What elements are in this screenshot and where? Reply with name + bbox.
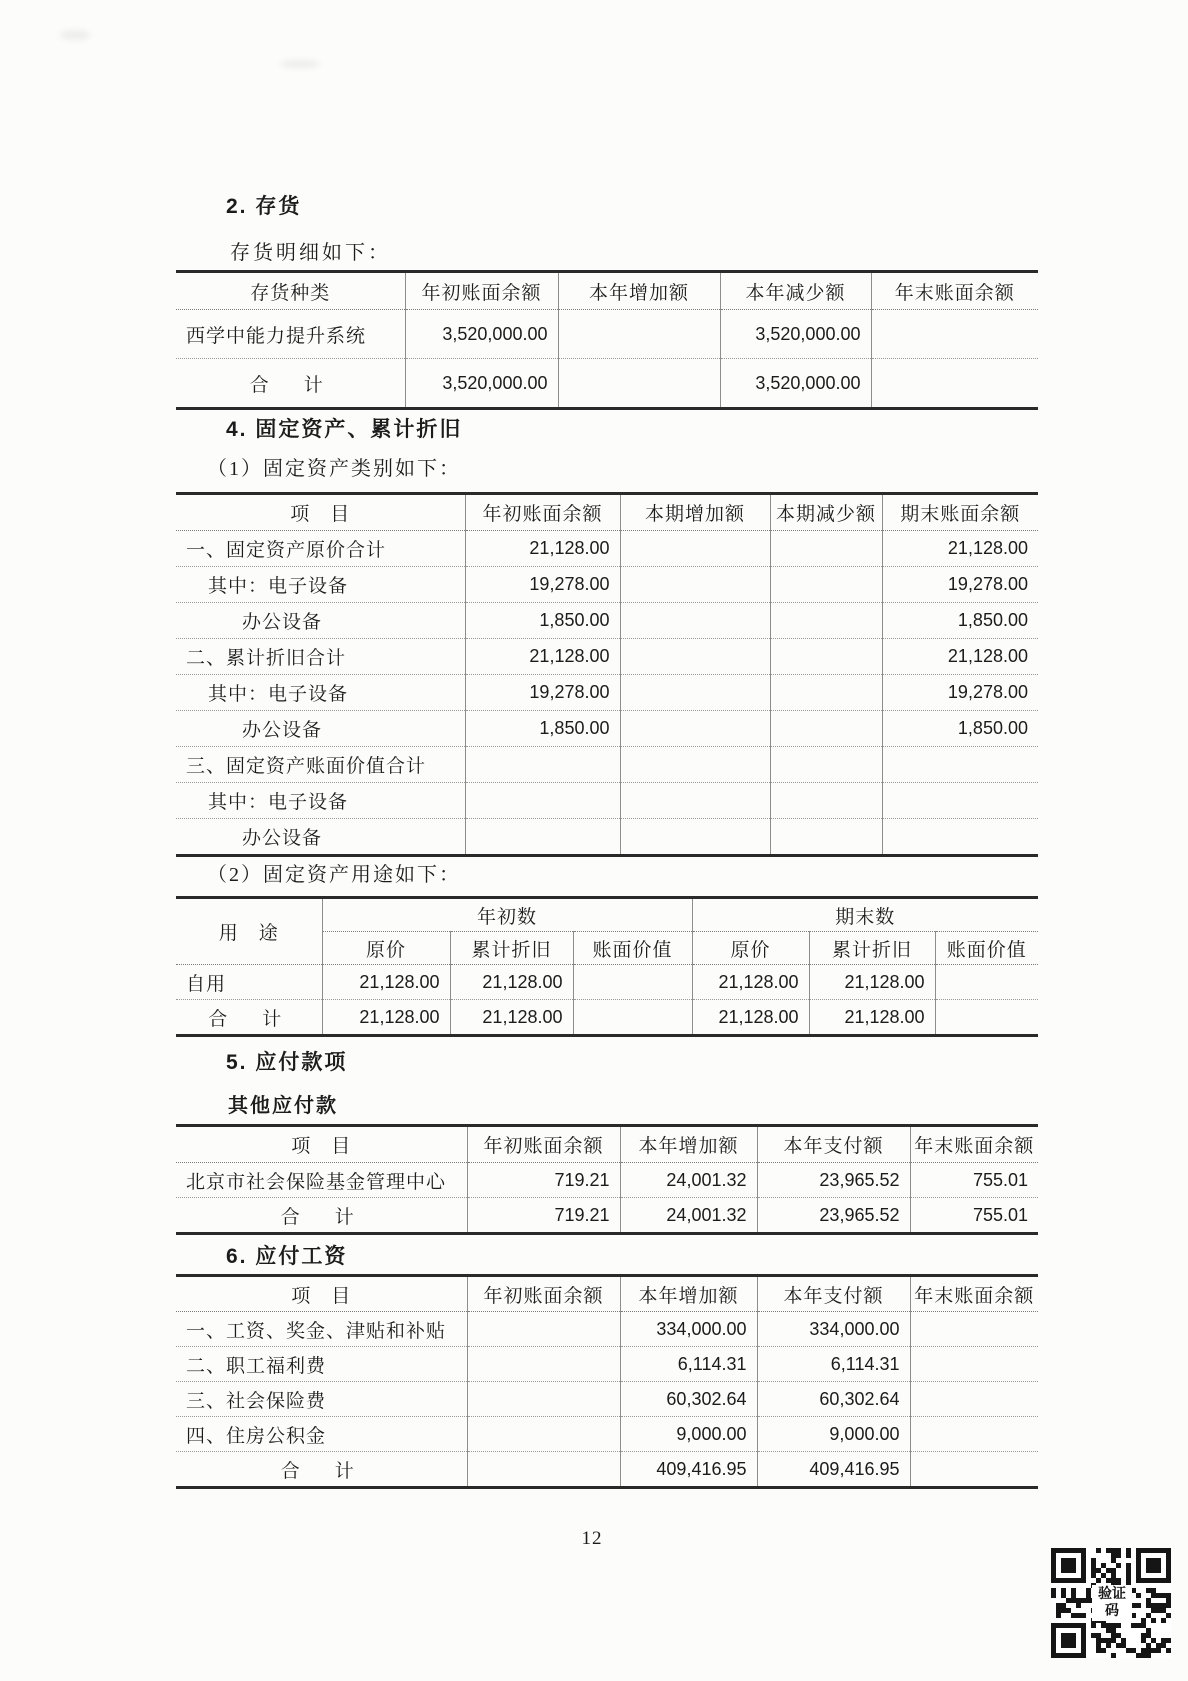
column-header: 账面价值 [935, 932, 1038, 965]
value-cell: 755.01 [910, 1198, 1038, 1234]
value-cell [620, 567, 770, 603]
value-cell: 21,128.00 [809, 965, 935, 1000]
value-cell: 21,128.00 [809, 1000, 935, 1036]
fixed-asset-usage-table [176, 896, 1038, 1037]
value-cell [871, 310, 1038, 359]
value-cell: 1,850.00 [465, 711, 620, 747]
column-header: 用 途 [176, 898, 322, 965]
row-label: 办公设备 [176, 603, 465, 639]
scan-artifact [60, 30, 90, 40]
table-row [176, 819, 1038, 856]
value-cell [910, 1312, 1038, 1347]
table-row [176, 359, 1038, 409]
column-header: 项 目 [176, 494, 465, 531]
value-cell: 3,520,000.00 [720, 310, 871, 359]
value-cell [620, 747, 770, 783]
value-cell: 719.21 [467, 1163, 620, 1198]
value-cell [465, 747, 620, 783]
value-cell [770, 819, 882, 856]
column-header: 年初账面余额 [467, 1126, 620, 1163]
value-cell [770, 783, 882, 819]
column-header: 期末数 [692, 898, 1038, 932]
column-header: 年初账面余额 [405, 272, 558, 310]
wages-payable-table [176, 1274, 1038, 1489]
value-cell [770, 567, 882, 603]
value-cell [558, 359, 720, 409]
value-cell: 19,278.00 [882, 567, 1038, 603]
value-cell: 23,965.52 [757, 1163, 910, 1198]
value-cell: 21,128.00 [450, 1000, 573, 1036]
table-row [176, 531, 1038, 567]
value-cell: 60,302.64 [757, 1382, 910, 1417]
value-cell [558, 310, 720, 359]
row-label: 合 计 [208, 1008, 290, 1030]
page-number: 12 [581, 1528, 603, 1549]
table-row [176, 1382, 1038, 1417]
value-cell: 1,850.00 [882, 711, 1038, 747]
column-header: 累计折旧 [809, 932, 935, 965]
other-payables-subtitle: 其他应付款 [228, 1095, 338, 1117]
row-label: 三、社会保险费 [176, 1382, 467, 1417]
value-cell [620, 531, 770, 567]
column-header: 本年增加额 [620, 1276, 757, 1312]
column-header: 本期增加额 [620, 494, 770, 531]
value-cell: 3,520,000.00 [720, 359, 871, 409]
column-header: 累计折旧 [450, 932, 573, 965]
column-header: 本年支付额 [757, 1276, 910, 1312]
value-cell: 23,965.52 [757, 1198, 910, 1234]
value-cell: 334,000.00 [757, 1312, 910, 1347]
column-header: 年初数 [322, 898, 692, 932]
section-wages-title: 6. 应付工资 [226, 1245, 348, 1268]
row-label: 办公设备 [242, 828, 323, 849]
value-cell: 755.01 [910, 1163, 1038, 1198]
table-row [176, 1198, 1038, 1234]
value-cell: 24,001.32 [620, 1198, 757, 1234]
value-cell [910, 1452, 1038, 1488]
value-cell [620, 675, 770, 711]
column-header: 本年减少额 [720, 272, 871, 310]
value-cell [935, 965, 1038, 1000]
value-cell: 6,114.31 [620, 1347, 757, 1382]
verification-qr-code [1051, 1548, 1171, 1660]
section-inventory-title: 2. 存货 [226, 195, 302, 218]
column-header: 本期减少额 [770, 494, 882, 531]
value-cell: 409,416.95 [620, 1452, 757, 1488]
value-cell: 60,302.64 [620, 1382, 757, 1417]
column-header: 期末账面余额 [882, 494, 1038, 531]
column-header: 项 目 [176, 1276, 467, 1312]
value-cell [620, 639, 770, 675]
row-label: 一、固定资产原价合计 [176, 531, 465, 567]
table-row [176, 1347, 1038, 1382]
value-cell: 21,128.00 [450, 965, 573, 1000]
table-row [176, 675, 1038, 711]
table-row [176, 1163, 1038, 1198]
value-cell [465, 819, 620, 856]
value-cell [620, 711, 770, 747]
value-cell [465, 783, 620, 819]
value-cell [620, 603, 770, 639]
table-row [176, 747, 1038, 783]
row-label: 合 计 [280, 1206, 362, 1228]
row-label: 合 计 [249, 374, 331, 396]
column-header: 原价 [322, 932, 450, 965]
row-label: 二、累计折旧合计 [176, 639, 465, 675]
value-cell: 24,001.32 [620, 1163, 757, 1198]
table-row [176, 965, 1038, 1000]
table-row [176, 1417, 1038, 1452]
value-cell [573, 965, 692, 1000]
value-cell: 1,850.00 [882, 603, 1038, 639]
value-cell: 1,850.00 [465, 603, 620, 639]
value-cell: 719.21 [467, 1198, 620, 1234]
other-payables-table [176, 1124, 1038, 1235]
table-row [176, 567, 1038, 603]
column-header: 项 目 [176, 1126, 467, 1163]
value-cell: 19,278.00 [465, 567, 620, 603]
column-header: 存货种类 [176, 272, 405, 310]
value-cell [910, 1417, 1038, 1452]
value-cell [620, 783, 770, 819]
column-header: 年初账面余额 [465, 494, 620, 531]
value-cell: 409,416.95 [757, 1452, 910, 1488]
row-label: 其中：电子设备 [176, 675, 465, 711]
row-label: 合 计 [280, 1460, 362, 1482]
table-row [176, 639, 1038, 675]
fixed-assets-sub1: （1）固定资产类别如下： [207, 458, 461, 480]
table-row [176, 603, 1038, 639]
column-header: 原价 [692, 932, 809, 965]
value-cell [620, 819, 770, 856]
row-label: 四、住房公积金 [176, 1417, 467, 1452]
value-cell [935, 1000, 1038, 1036]
value-cell [770, 747, 882, 783]
value-cell: 9,000.00 [757, 1417, 910, 1452]
row-label: 办公设备 [176, 711, 465, 747]
row-label: 一、工资、奖金、津贴和补贴 [176, 1312, 467, 1347]
column-header: 本年支付额 [757, 1126, 910, 1163]
value-cell [467, 1452, 620, 1488]
value-cell [882, 783, 1038, 819]
value-cell: 21,128.00 [322, 1000, 450, 1036]
value-cell [770, 639, 882, 675]
value-cell [467, 1347, 620, 1382]
qr-center-label: 验证码 [1092, 1585, 1132, 1621]
value-cell: 3,520,000.00 [405, 310, 558, 359]
value-cell: 21,128.00 [465, 639, 620, 675]
inventory-note: 存货明细如下： [230, 242, 391, 264]
value-cell [770, 675, 882, 711]
fixed-asset-categories-table [176, 492, 1038, 857]
value-cell [467, 1417, 620, 1452]
value-cell: 3,520,000.00 [405, 359, 558, 409]
value-cell: 6,114.31 [757, 1347, 910, 1382]
value-cell: 9,000.00 [620, 1417, 757, 1452]
table-row [176, 1000, 1038, 1036]
table-row [176, 783, 1038, 819]
value-cell [910, 1382, 1038, 1417]
inventory-table [176, 270, 1038, 410]
column-header: 账面价值 [573, 932, 692, 965]
value-cell: 21,128.00 [465, 531, 620, 567]
scan-artifact [280, 60, 320, 68]
value-cell [871, 359, 1038, 409]
value-cell: 21,128.00 [692, 1000, 809, 1036]
value-cell [467, 1312, 620, 1347]
value-cell [882, 819, 1038, 856]
value-cell [770, 531, 882, 567]
value-cell [910, 1347, 1038, 1382]
table-row [176, 310, 1038, 359]
value-cell [882, 747, 1038, 783]
table-row [176, 711, 1038, 747]
column-header: 年末账面余额 [910, 1126, 1038, 1163]
value-cell: 19,278.00 [882, 675, 1038, 711]
value-cell: 21,128.00 [322, 965, 450, 1000]
column-header: 本年增加额 [558, 272, 720, 310]
section-payables-title: 5. 应付款项 [226, 1051, 348, 1074]
value-cell: 21,128.00 [882, 531, 1038, 567]
column-header: 年末账面余额 [871, 272, 1038, 310]
value-cell [770, 711, 882, 747]
column-header: 本年增加额 [620, 1126, 757, 1163]
value-cell [573, 1000, 692, 1036]
section-fixed-assets-title: 4. 固定资产、累计折旧 [226, 418, 463, 441]
fixed-assets-sub2: （2）固定资产用途如下： [207, 864, 461, 886]
column-header: 年末账面余额 [910, 1276, 1038, 1312]
value-cell [770, 603, 882, 639]
value-cell: 19,278.00 [465, 675, 620, 711]
row-label: 自用 [176, 965, 322, 1000]
row-label: 二、职工福利费 [176, 1347, 467, 1382]
row-label: 北京市社会保险基金管理中心 [176, 1163, 467, 1198]
row-label: 三、固定资产账面价值合计 [176, 747, 465, 783]
table-row [176, 1452, 1038, 1488]
value-cell: 334,000.00 [620, 1312, 757, 1347]
row-label: 其中：电子设备 [176, 783, 465, 819]
value-cell: 21,128.00 [692, 965, 809, 1000]
row-label: 西学中能力提升系统 [176, 310, 405, 359]
column-header: 年初账面余额 [467, 1276, 620, 1312]
value-cell: 21,128.00 [882, 639, 1038, 675]
row-label: 其中：电子设备 [176, 567, 465, 603]
table-row [176, 1312, 1038, 1347]
value-cell [467, 1382, 620, 1417]
